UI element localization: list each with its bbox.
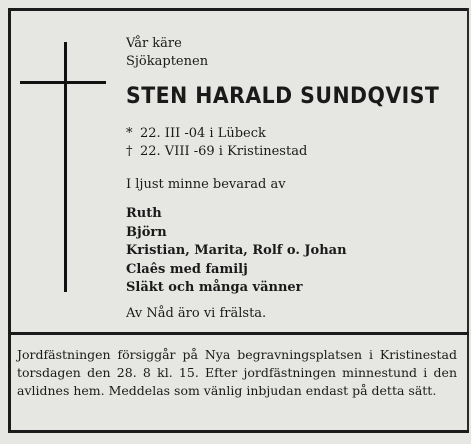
greeting-line-2: Sjökaptenen (126, 54, 209, 69)
right-border-rule (467, 8, 469, 433)
left-border-rule (8, 8, 11, 433)
closing-verse: Av Nåd äro vi frälsta. (126, 306, 267, 321)
death-date-line (126, 143, 307, 161)
mourners-list (126, 205, 347, 298)
bottom-border-rule (8, 430, 469, 433)
section-divider-rule (8, 332, 469, 335)
cross-icon-horizontal-bar (20, 81, 106, 84)
mourner-item: Släkt och många vänner (126, 280, 303, 295)
mourner-item: Ruth (126, 206, 162, 221)
birth-date: 22. III -04 i Lübeck (140, 126, 266, 141)
cross-icon-vertical-bar (64, 42, 67, 292)
burial-notice-text: Jordfästningen försiggår på Nya begravningsplatsen i Kristinestad torsdagen den 28. 8 kl. 15. Efter jordfästningen minnestund i den avlidnes hem. Meddelas som vänlig inbjudan endast på detta sätt. (17, 347, 457, 398)
death-date: 22. VIII -69 i Kristinestad (140, 144, 308, 159)
birth-star-icon: * (126, 126, 133, 141)
life-dates (126, 125, 307, 161)
mourner-item: Björn (126, 224, 167, 240)
mourner-item: Kristian, Marita, Rolf o. Johan (126, 243, 347, 258)
deceased-name: STEN HARALD SUNDQVIST (126, 84, 440, 109)
top-border-rule (8, 8, 467, 11)
mourner-item: Claês med familj (126, 261, 248, 277)
death-dagger-icon: † (126, 144, 133, 159)
memory-line: I ljust minne bevarad av (126, 177, 286, 192)
greeting-line-1: Vår käre (126, 36, 182, 51)
greeting (126, 35, 208, 71)
birth-date-line (126, 125, 307, 143)
